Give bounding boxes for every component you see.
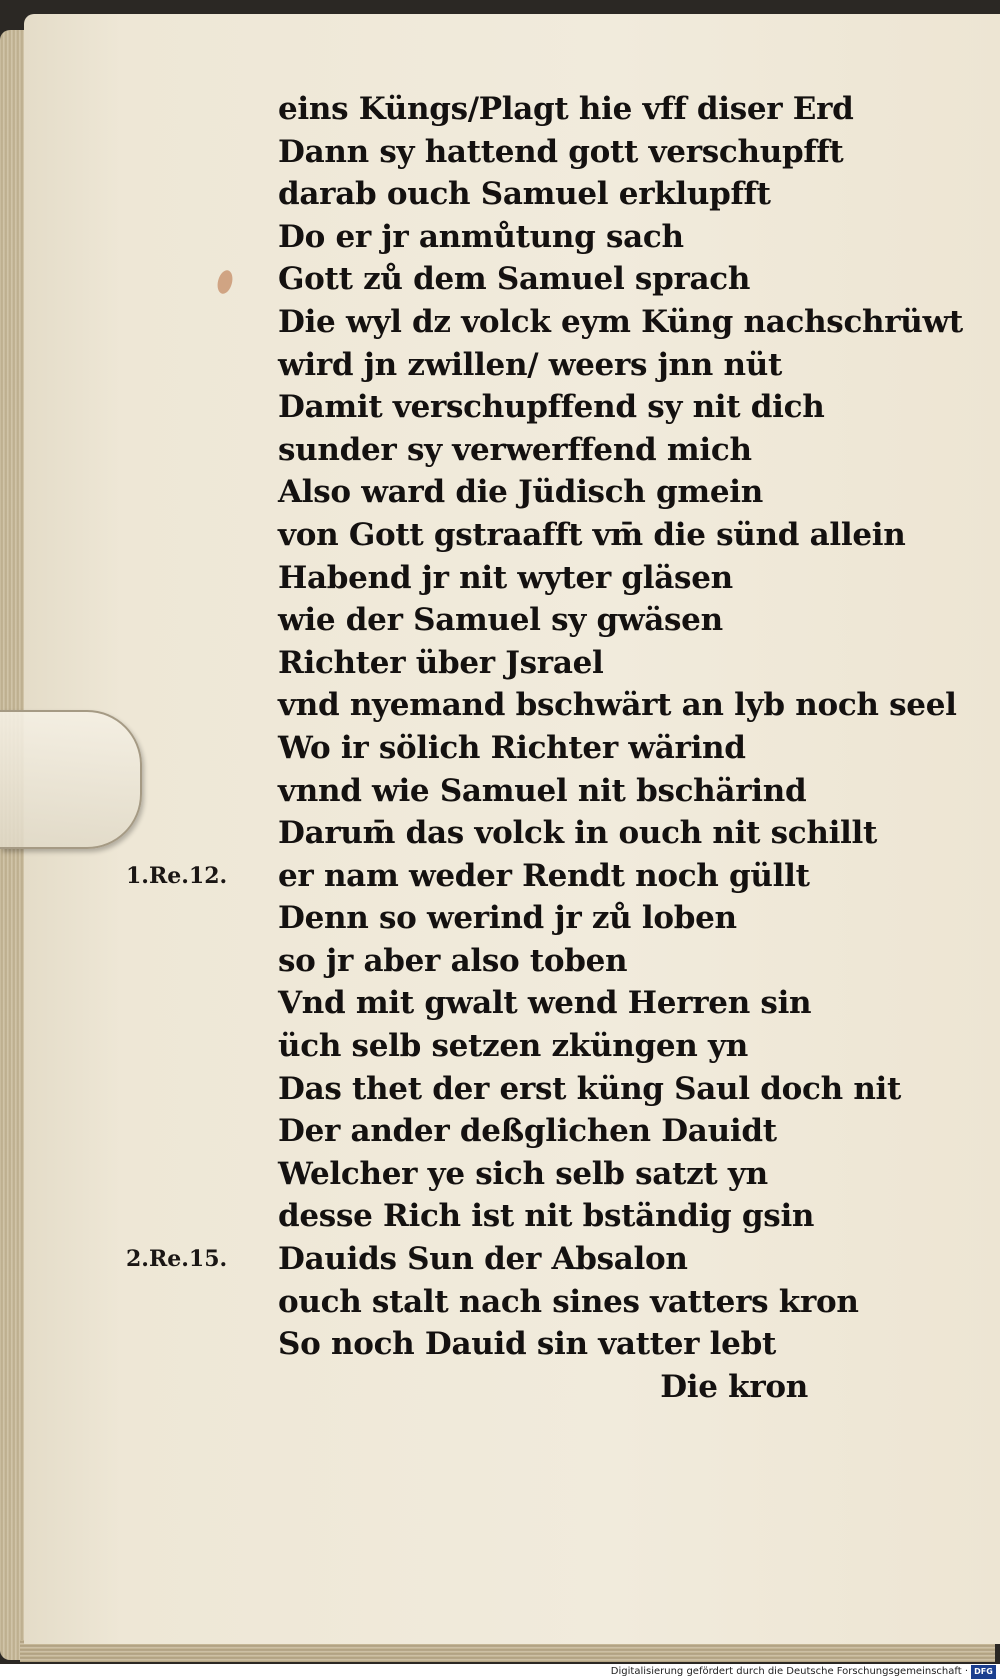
text-line: desse Rich ist nit bständig gsin	[278, 1198, 815, 1235]
page-clip-tab	[0, 710, 142, 849]
footer-credit: Digitalisierung gefördert durch die Deutsche Forschungsgemeinschaft ·	[610, 1666, 968, 1677]
text-line: von Gott gstraafft vm̄ die sünd allein	[278, 516, 906, 553]
text-line: üch selb setzen zküngen yn	[278, 1028, 748, 1065]
text-line: eins Küngs/Plagt hie vff diser Erd	[278, 91, 854, 127]
text-line: vnd nyemand bschwärt an lyb noch seel	[278, 687, 957, 724]
text-line: Welcher ye sich selb satzt yn	[278, 1155, 768, 1192]
text-line: Damit verschupffend sy nit dich	[278, 389, 825, 426]
text-line: darab ouch Samuel erklupfft	[278, 176, 771, 213]
text-line: Do er jr anmůtung sach	[278, 218, 684, 255]
text-line: vnnd wie Samuel nit bschärind	[278, 772, 807, 809]
text-line: er nam weder Rendt noch güllt	[278, 857, 810, 894]
text-line: Gott zů dem Samuel sprach	[278, 261, 751, 298]
margin-reference: 1.Re.12.	[126, 862, 228, 889]
text-line: Also ward die Jüdisch gmein	[278, 474, 764, 511]
text-line: wird jn zwillen/ weers jnn nüt	[278, 346, 782, 383]
text-line: So noch Dauid sin vatter lebt	[278, 1326, 776, 1363]
text-line: Dann sy hattend gott verschupfft	[278, 133, 844, 170]
text-line: Dauids Sun der Absalon	[278, 1241, 688, 1278]
text-line: Wo ir sölich Richter wärind	[278, 729, 746, 766]
footer-bar	[0, 1664, 1000, 1680]
text-line: Die wyl dz volck eym Küng nachschrüwt	[278, 303, 963, 340]
text-line: wie der Samuel sy gwäsen	[278, 602, 723, 639]
text-line: Habend jr nit wyter gläsen	[278, 559, 733, 596]
text-line: sunder sy verwerffend mich	[278, 431, 752, 468]
text-line: Das thet der erst küng Saul doch nit	[278, 1070, 902, 1107]
text-line: Vnd mit gwalt wend Herren sin	[278, 985, 812, 1022]
margin-reference: 2.Re.15.	[126, 1246, 228, 1273]
text-line: ouch stalt nach sines vatters kron	[278, 1283, 859, 1320]
text-line: so jr aber also toben	[278, 942, 628, 979]
text-line: Darum̄ das volck in ouch nit schillt	[278, 815, 878, 852]
verse-text-block	[278, 88, 963, 1408]
text-line: Richter über Jsrael	[278, 644, 604, 681]
dfg-logo: DFG	[971, 1665, 996, 1679]
catchword: Die kron	[660, 1368, 808, 1405]
text-line: Denn so werind jr zů loben	[278, 900, 737, 937]
text-line: Der ander deßglichen Dauidt	[278, 1113, 777, 1150]
